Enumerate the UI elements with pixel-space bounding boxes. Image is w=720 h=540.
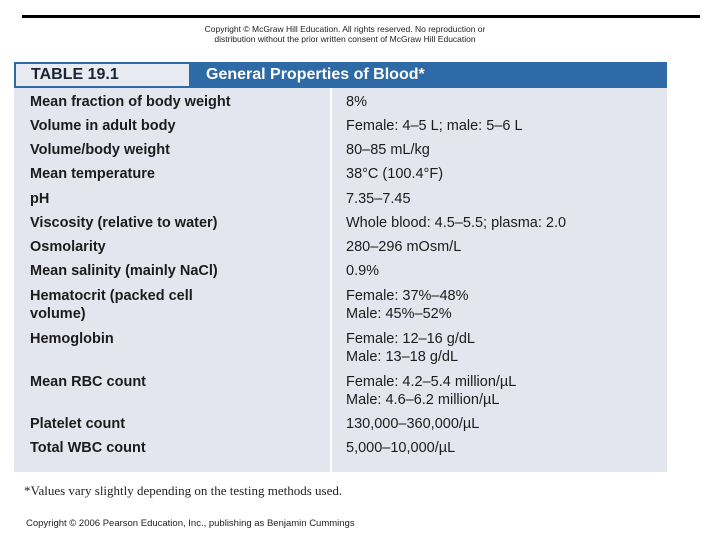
row-property-hematocrit: Hematocrit (packed cell volume) [30,288,193,322]
row-value-temperature: 38°C (100.4°F) [346,166,444,182]
row-value-mean-fraction: 8% [346,94,367,110]
row-value-volume-body-weight: 80–85 mL/kg [346,142,430,158]
table-label: TABLE 19.1 [16,64,189,86]
row-property-rbc: Mean RBC count [30,374,146,390]
row-property-volume-body-weight: Volume/body weight [30,142,170,158]
copyright-notice-bottom: Copyright © 2006 Pearson Education, Inc., publishing as Benjamin Cummings [26,518,355,529]
row-value-ph: 7.35–7.45 [346,191,411,207]
row-property-volume-adult: Volume in adult body [30,118,176,134]
row-value-platelet: 130,000–360,000/µL [346,416,480,432]
copyright-notice-top [150,24,540,44]
row-value-volume-adult: Female: 4–5 L; male: 5–6 L [346,118,523,134]
table-title: General Properties of Blood* [206,66,425,83]
row-value-viscosity: Whole blood: 4.5–5.5; plasma: 2.0 [346,215,567,231]
row-property-hemoglobin: Hemoglobin [30,331,114,347]
copyright-line-2: distribution without the prior written consent of McGraw Hill Education [214,34,476,44]
row-property-mean-fraction: Mean fraction of body weight [30,94,231,110]
top-rule [22,15,700,18]
row-property-temperature: Mean temperature [30,166,155,182]
row-property-platelet: Platelet count [30,416,126,432]
row-value-hemoglobin: Female: 12–16 g/dL Male: 13–18 g/dL [346,331,475,365]
copyright-line-1: Copyright © McGraw Hill Education. All rights reserved. No reproduction or [204,24,486,34]
table-footnote: *Values vary slightly depending on the testing methods used. [24,483,343,498]
row-value-wbc: 5,000–10,000/µL [346,440,456,456]
row-property-ph: pH [30,191,50,207]
row-property-osmolarity: Osmolarity [30,239,106,255]
row-value-rbc: Female: 4.2–5.4 million/µL Male: 4.6–6.2 million/µL [346,374,517,408]
row-value-hematocrit: Female: 37%–48% Male: 45%–52% [346,288,469,322]
row-value-salinity: 0.9% [346,263,380,279]
row-property-wbc: Total WBC count [30,440,146,456]
row-value-osmolarity: 280–296 mOsm/L [346,239,462,255]
row-property-salinity: Mean salinity (mainly NaCl) [30,263,218,279]
column-divider [330,88,332,472]
row-property-viscosity: Viscosity (relative to water) [30,215,218,231]
